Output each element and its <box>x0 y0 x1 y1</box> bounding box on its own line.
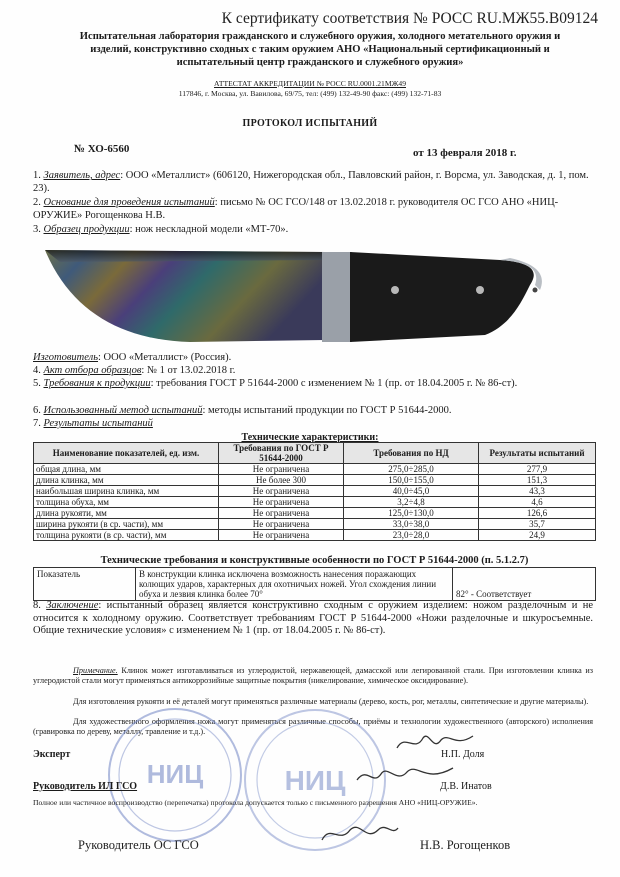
cell-name: ширина рукояти (в ср. части), мм <box>34 519 219 530</box>
col-header-gost: Требования по ГОСТ Р 51644-2000 <box>219 443 344 464</box>
table-row <box>34 475 596 486</box>
section-method: 6. Использованный метод испытаний: методы испытаний продукции по ГОСТ Р 51644-2000. <box>33 405 452 416</box>
cell-result: 126,6 <box>479 508 596 519</box>
expert-name: Н.П. Доля <box>441 749 485 760</box>
cell-nd: 23,0÷28,0 <box>344 530 479 541</box>
indicator-label: Показатель <box>34 568 136 601</box>
lab-line-2: изделий, конструктивно сходных с таким оружием АНО «Национальный сертификационный и <box>90 44 550 55</box>
conclusion-text: : испытанный образец является конструктивно сходным с оружием изделием: ножом разделочным и не относится к холодному оружию. Соответствует требованиям ГОСТ Р 51644-2000 «Ножи разделочные и шкуросъемные. Общие технические условия» с изменением № 1 (пр. от 18.04.2005 г. № 86-ст). <box>33 600 593 636</box>
section-sampling-act: 4. Акт отбора образцов: № 1 от 13.02.2018 г. <box>33 365 236 376</box>
expert-label: Эксперт <box>33 749 71 760</box>
knife-photo <box>40 230 600 355</box>
cell-name: общая длина, мм <box>34 464 219 475</box>
cell-gost: Не ограничена <box>219 519 344 530</box>
cell-result: 4,6 <box>479 497 596 508</box>
cell-nd: 150,0÷155,0 <box>344 475 479 486</box>
os-head-name: Н.В. Рогощенков <box>420 838 511 852</box>
table-header-row <box>34 443 596 464</box>
os-head-label: Руководитель ОС ГСО <box>78 838 199 852</box>
cell-name: наибольшая ширина клинка, мм <box>34 486 219 497</box>
tech-characteristics-table <box>33 442 596 541</box>
table-row <box>34 464 596 475</box>
indicator-result: 82° - Соответствует <box>453 568 596 601</box>
requirements-text: : требования ГОСТ Р 51644-2000 с изменением № 1 (пр. от 18.04.2005 г. № 86-ст). <box>150 378 518 389</box>
cell-nd: 3,2÷4,8 <box>344 497 479 508</box>
cell-name: толщина рукояти (в ср. части), мм <box>34 530 219 541</box>
head-signature-row <box>33 781 593 792</box>
sample-text: : нож нескладной модели «МТ-70». <box>129 224 289 235</box>
conclusion-label: Заключение <box>46 600 99 611</box>
accreditation-number: АТТЕСТАТ АККРЕДИТАЦИИ № РОСС RU.0001.21МЖ49 <box>214 79 406 88</box>
sampling-act-label: Акт отбора образцов <box>43 365 142 376</box>
applicant-text: : ООО «Металлист» (606120, Нижегородская обл., Павловский район, г. Ворсма, ул. Заводская, д. 1, пом. 23). <box>33 170 589 194</box>
cell-result: 277,9 <box>479 464 596 475</box>
sampling-act-text: : № 1 от 13.02.2018 г. <box>141 365 236 376</box>
table-row <box>34 530 596 541</box>
blade <box>45 250 325 342</box>
tech-table-title: Технические характеристики: <box>241 432 379 443</box>
basis-label: Основание для проведения испытаний <box>43 197 215 208</box>
cell-result: 151,3 <box>479 475 596 486</box>
round-seal <box>105 705 245 845</box>
col-header-results: Результаты испытаний <box>479 443 596 464</box>
manufacturer-label: Изготовитель <box>33 352 99 363</box>
manufacturer-text: : ООО «Металлист» (Россия). <box>98 352 232 363</box>
lab-line-3: испытательный центр гражданского и служебного оружия» <box>176 57 464 68</box>
table-row <box>34 497 596 508</box>
table-row <box>34 486 596 497</box>
conclusion-number: 8. <box>33 600 47 611</box>
table-row <box>34 568 596 601</box>
section-requirements: 5. Требования к продукции: требования ГОСТ Р 51644-2000 с изменением № 1 (пр. от 18.04.2005 г. № 86-ст). <box>33 378 518 389</box>
requirements-label: Требования к продукции <box>43 378 151 389</box>
cell-gost: Не ограничена <box>219 486 344 497</box>
os-head-signature <box>320 818 400 848</box>
expert-signature <box>395 728 475 756</box>
lab-line-1: Испытательная лаборатория гражданского и служебного оружия, холодного метательного оружия и <box>79 31 561 42</box>
cell-nd: 275,0÷285,0 <box>344 464 479 475</box>
sample-label: Образец продукции <box>43 224 130 235</box>
conclusion <box>33 600 593 638</box>
cell-name: толщина обуха, мм <box>34 497 219 508</box>
requirements-table <box>33 567 596 601</box>
note-1-text: Клинок может изготавливаться из углеродистой, нержавеющей, дамасской или легированной стали. При изготовлении клинка из углеродистой стали могут применяться антикоррозийные защитные покрытия (никелирование, химическое оксидирование). <box>33 666 593 685</box>
cell-result: 43,3 <box>479 486 596 497</box>
reproduction-notice: Полное или частичное воспроизводство (перепечатка) протокола допускается только с письменного разрешения АНО «НИЦ-ОРУЖИЕ». <box>33 798 478 807</box>
indicator-text: В конструкции клинка исключена возможность нанесения поражающих колющих ударов, характерных для охотничьих ножей. Угол схождения линии обуха и лезвия клинка более 70° <box>136 568 453 601</box>
note-2: Для изготовления рукояти и её деталей могут применяться различные материалы (дерево, кость, рог, металлы, синтетические и другие материалы). <box>73 697 589 706</box>
method-text: : методы испытаний продукции по ГОСТ Р 51644-2000. <box>202 405 452 416</box>
protocol-number: № ХО-6560 <box>74 143 130 155</box>
expert-signature-row <box>33 749 593 760</box>
protocol-date: от 13 февраля 2018 г. <box>413 147 517 159</box>
requirements-table-title: Технические требования и конструктивные особенности по ГОСТ Р 51644-2000 (п. 5.1.2.7) <box>100 555 529 566</box>
cell-gost: Не ограничена <box>219 497 344 508</box>
cell-result: 35,7 <box>479 519 596 530</box>
section-sample: 3. Образец продукции: нож нескладной модели «МТ-70». <box>33 224 289 235</box>
stamp-text-2: НИЦ <box>284 765 346 796</box>
cell-nd: 33,0÷38,0 <box>344 519 479 530</box>
cell-name: длина клинка, мм <box>34 475 219 486</box>
method-label: Использованный метод испытаний <box>43 405 203 416</box>
section-results: 7. Результаты испытаний <box>33 418 153 429</box>
section-applicant: 1. Заявитель, адрес: ООО «Металлист» (606120, Нижегородская обл., Павловский район, г. Ворсма, ул. Заводская, д. 1, пом. 23). <box>33 170 589 194</box>
note-3: Для художественного оформления ножа могут применяться различные способы, приёмы и технологии художественного (авторского) исполнения (гравировка по дереву, металлу, травление и т.д.). <box>33 717 593 736</box>
accreditation-block <box>0 79 620 99</box>
handle <box>350 252 534 342</box>
section-basis: 2. Основание для проведения испытаний: письмо № ОС ГСО/148 от 13.02.2018 г. руководителя ОС ГСО АНО «НИЦ-ОРУЖИЕ» Рогощенкова Н.В. <box>33 197 559 221</box>
table-row <box>34 508 596 519</box>
cell-gost: Не более 300 <box>219 475 344 486</box>
col-header-nd: Требования по НД <box>344 443 479 464</box>
cell-gost: Не ограничена <box>219 530 344 541</box>
head-signature <box>355 762 455 790</box>
note-label: Примечание. <box>73 666 118 675</box>
stamp-text-1: НИЦ <box>146 759 204 789</box>
laboratory-header <box>40 30 600 69</box>
cell-nd: 125,0÷130,0 <box>344 508 479 519</box>
cell-result: 24,9 <box>479 530 596 541</box>
table-row <box>34 519 596 530</box>
results-label: Результаты испытаний <box>43 418 153 429</box>
cell-name: длина рукояти, мм <box>34 508 219 519</box>
cell-gost: Не ограничена <box>219 464 344 475</box>
cell-nd: 40,0÷45,0 <box>344 486 479 497</box>
lab-address: 117846, г. Москва, ул. Вавилова, 69/75, тел: (499) 132-49-90 факс: (499) 132-71-83 <box>178 89 442 98</box>
col-header-name: Наименование показателей, ед. изм. <box>34 443 219 464</box>
head-name: Д.В. Инатов <box>440 781 492 792</box>
cell-gost: Не ограничена <box>219 508 344 519</box>
head-label: Руководитель ИЛ ГСО <box>33 781 138 792</box>
certificate-reference: К сертификату соответствия № РОСС RU.МЖ55.B09124 <box>221 10 598 27</box>
section-manufacturer <box>33 352 593 365</box>
protocol-title: ПРОТОКОЛ ИСПЫТАНИЙ <box>242 118 378 129</box>
basis-text: : письмо № ОС ГСО/148 от 13.02.2018 г. руководителя ОС ГСО АНО «НИЦ-ОРУЖИЕ» Рогощенкова Н.В. <box>33 197 559 221</box>
note-1 <box>33 666 593 686</box>
applicant-label: Заявитель, адрес <box>43 170 121 181</box>
